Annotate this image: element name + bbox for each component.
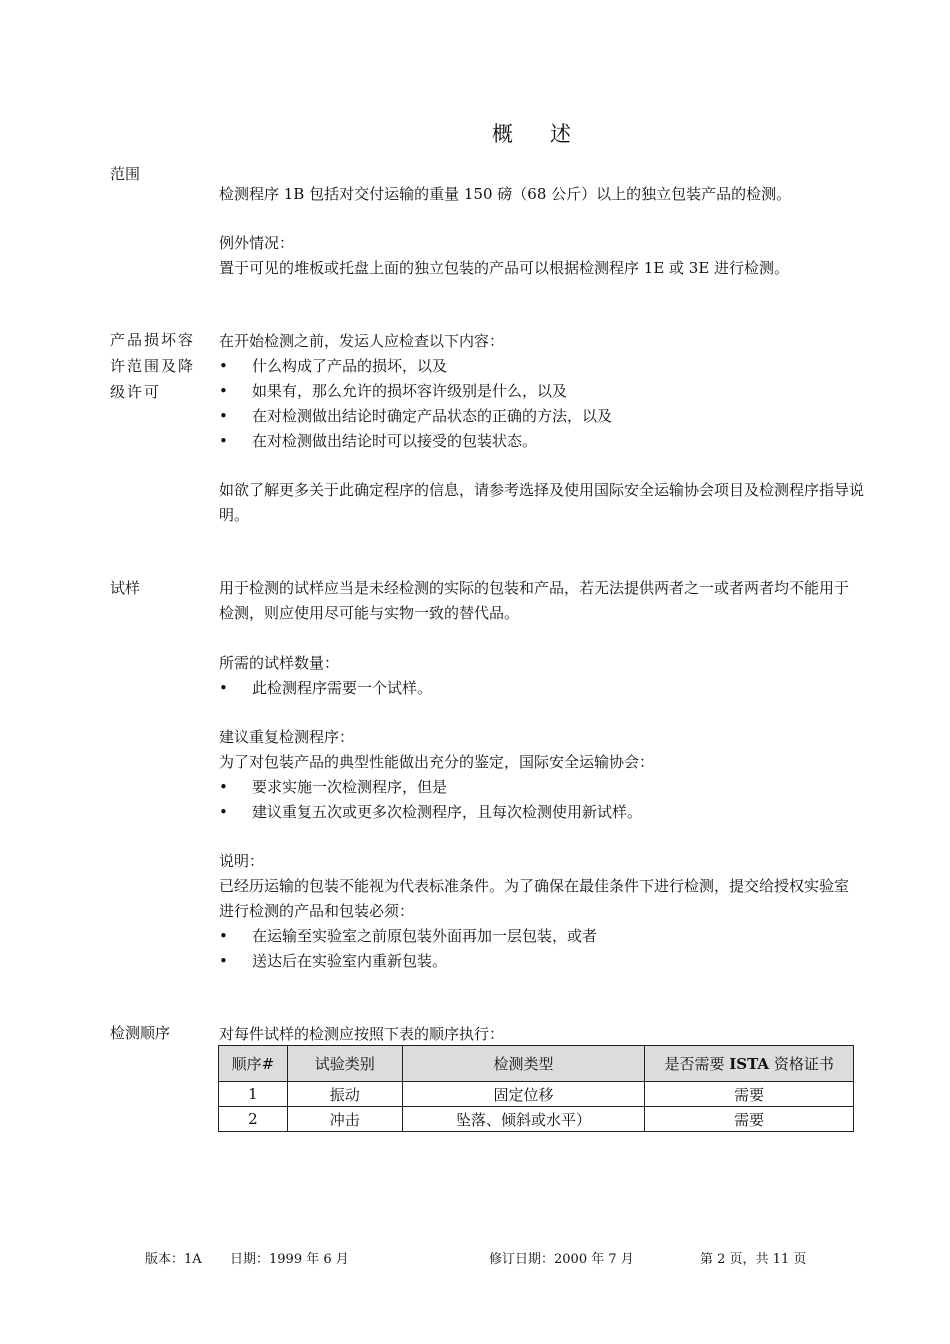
note-bullet-list — [219, 924, 597, 974]
test-sequence-table — [218, 1045, 854, 1132]
title-part-1: 概 — [492, 122, 514, 146]
title-part-2: 述 — [550, 122, 572, 146]
cell-category: 振动 — [287, 1082, 402, 1107]
list-item: • 在对检测做出结论时确定产品状态的正确的方法，以及 — [219, 404, 612, 429]
list-item: • 在运输至实验室之前原包装外面再加一层包装，或者 — [219, 924, 597, 949]
header-cert-suffix: 资格证书 — [769, 1055, 834, 1073]
list-item: • 此检测程序需要一个试样。 — [219, 676, 432, 701]
header-cert-prefix: 是否需要 — [664, 1055, 730, 1073]
header-seq: 顺序# — [219, 1046, 288, 1082]
cell-seq: 2 — [219, 1107, 288, 1132]
damage-bullet-list — [219, 354, 612, 454]
header-cert — [645, 1046, 854, 1082]
repeat-text: 为了对包装产品的典型性能做出充分的鉴定，国际安全运输协会： — [219, 753, 655, 771]
list-item: • 什么构成了产品的损坏，以及 — [219, 354, 612, 379]
damage-more-info: 如欲了解更多关于此确定程序的信息，请参考选择及使用国际安全运输协会项目及检测程序指导说明。 — [219, 481, 865, 524]
page-title — [0, 118, 950, 148]
damage-intro: 在开始检测之前，发运人应检查以下内容： — [219, 332, 505, 350]
list-item: • 如果有，那么允许的损坏容许级别是什么，以及 — [219, 379, 612, 404]
sample-text: 用于检测的试样应当是未经检测的实际的包装和产品，若无法提供两者之一或者两者均不能用于检测，则应使用尽可能与实物一致的替代品。 — [219, 579, 850, 622]
sequence-intro: 对每件试样的检测应按照下表的顺序执行： — [219, 1025, 505, 1043]
cell-seq: 1 — [219, 1082, 288, 1107]
repeat-bullet-list — [219, 775, 642, 825]
list-item: • 送达后在实验室内重新包装。 — [219, 949, 597, 974]
footer-revised: 修订日期：2000 年 7 月 — [489, 1252, 634, 1267]
cell-type: 固定位移 — [402, 1082, 645, 1107]
header-category: 试验类别 — [287, 1046, 402, 1082]
scope-label: 范围 — [110, 165, 141, 183]
list-item: • 在对检测做出结论时可以接受的包装状态。 — [219, 429, 612, 454]
header-cert-ista: ISTA — [729, 1055, 770, 1073]
damage-label: 产品损坏容许范围及降级许可 — [110, 331, 196, 401]
footer-date: 日期：1999 年 6 月 — [230, 1252, 349, 1267]
cell-cert: 需要 — [645, 1107, 854, 1132]
list-item: • 建议重复五次或更多次检测程序，且每次检测使用新试样。 — [219, 800, 642, 825]
quantity-heading: 所需的试样数量： — [219, 654, 340, 672]
table-row — [219, 1107, 854, 1132]
table-header-row — [219, 1046, 854, 1082]
cell-type: 坠落、倾斜或水平） — [402, 1107, 645, 1132]
exception-heading: 例外情况： — [219, 234, 295, 252]
cell-cert: 需要 — [645, 1082, 854, 1107]
footer-version: 版本：1A — [145, 1252, 202, 1267]
sample-label: 试样 — [110, 579, 141, 597]
note-heading: 说明： — [219, 852, 265, 870]
quantity-bullet-list — [219, 676, 432, 701]
sequence-label: 检测顺序 — [110, 1024, 171, 1042]
exception-text: 置于可见的堆板或托盘上面的独立包装的产品可以根据检测程序 1E 或 3E 进行检测。 — [219, 259, 790, 277]
header-type: 检测类型 — [402, 1046, 645, 1082]
table-row — [219, 1082, 854, 1107]
footer-page: 第 2 页，共 11 页 — [700, 1252, 807, 1267]
list-item: • 要求实施一次检测程序，但是 — [219, 775, 642, 800]
repeat-heading: 建议重复检测程序： — [219, 728, 355, 746]
cell-category: 冲击 — [287, 1107, 402, 1132]
scope-text: 检测程序 1B 包括对交付运输的重量 150 磅（68 公斤）以上的独立包装产品的检测。 — [219, 185, 792, 203]
note-text: 已经历运输的包装不能视为代表标准条件。为了确保在最佳条件下进行检测，提交给授权实验室进行检测的产品和包装必须： — [219, 877, 850, 920]
